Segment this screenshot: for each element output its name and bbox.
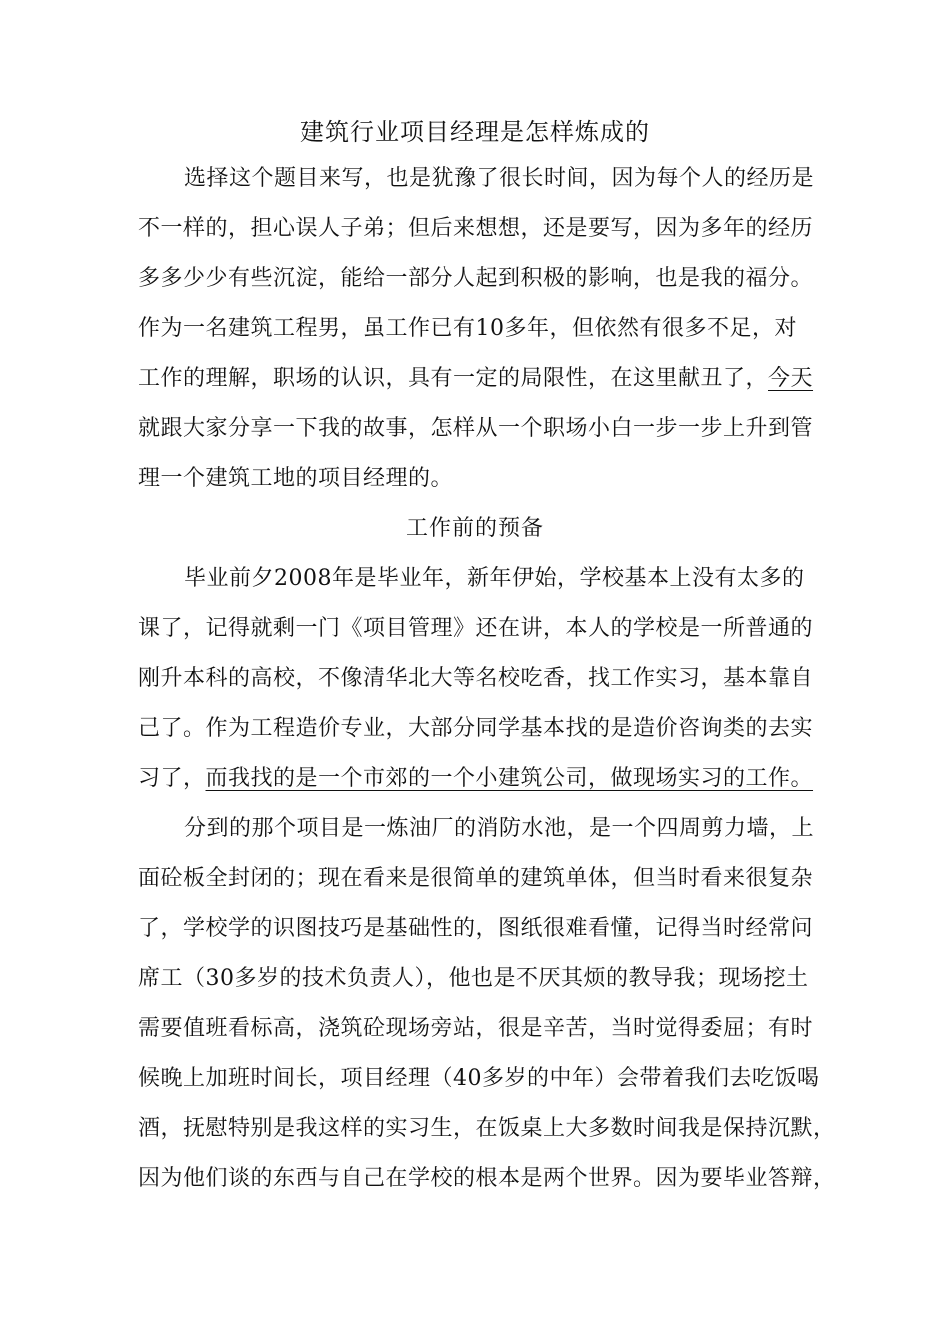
p3-line-1: 分到的那个项目是一炼油厂的消防水池，是一个四周剪力墙，上 [184, 816, 815, 841]
p2-line-5 [138, 762, 818, 796]
p3-line-6: 候晚上加班时间长，项目经理（40多岁的中年）会带着我们去吃饭喝 [138, 1066, 820, 1091]
intro-line-1: 选择这个题目来写，也是犹豫了很长时间，因为每个人的经历是 [184, 166, 815, 191]
p2-line-2: 课了，记得就剩一门《项目管理》还在讲，本人的学校是一所普通的 [138, 616, 814, 641]
p2-line-5-text: 习了， [138, 766, 206, 791]
intro-line-4: 作为一名建筑工程男，虽工作已有10多年，但依然有很多不足，对 [138, 316, 797, 341]
intro-line-2: 不一样的，担心误人子弟；但后来想想，还是要写，因为多年的经历 [138, 216, 814, 241]
p3-line-4: 席工（30多岁的技术负责人），他也是不厌其烦的教导我；现场挖土 [138, 966, 809, 991]
p2-line-3: 刚升本科的高校，不像清华北大等名校吃香，找工作实习，基本靠自 [138, 666, 814, 691]
p3-line-3: 了，学校学的识图技巧是基础性的，图纸很难看懂，记得当时经常问 [138, 916, 814, 941]
p3-line-5: 需要值班看标高，浇筑砼现场旁站，很是辛苦，当时觉得委屈；有时 [138, 1016, 814, 1041]
underlined-today: 今天 [768, 366, 814, 391]
p3-line-8: 因为他们谈的东西与自己在学校的根本是两个世界。因为要毕业答辩， [138, 1166, 836, 1191]
underlined-internship-sentence: 而我找的是一个市郊的一个小建筑公司，做现场实习的工作。 [205, 766, 814, 791]
p2-line-1: 毕业前夕2008年是毕业年，新年伊始，学校基本上没有太多的 [184, 566, 805, 591]
section-title: 工作前的预备 [405, 516, 544, 541]
p2-line-4: 己了。作为工程造价专业，大部分同学基本找的是造价咨询类的去实 [138, 716, 814, 741]
intro-line-5 [138, 362, 818, 396]
intro-line-5-text: 工作的理解，职场的认识，具有一定的局限性，在这里献丑了， [138, 366, 769, 391]
document-title: 建筑行业项目经理是怎样炼成的 [300, 118, 650, 146]
p3-line-2: 面砼板全封闭的；现在看来是很简单的建筑单体，但当时看来很复杂 [138, 866, 814, 891]
p3-line-7: 酒，抚慰特别是我这样的实习生，在饭桌上大多数时间我是保持沉默， [138, 1116, 836, 1141]
intro-line-7: 理一个建筑工地的项目经理的。 [138, 466, 454, 491]
intro-line-6: 就跟大家分享一下我的故事，怎样从一个职场小白一步一步上升到管 [138, 416, 814, 441]
intro-line-3: 多多少少有些沉淀，能给一部分人起到积极的影响，也是我的福分。 [138, 266, 814, 291]
